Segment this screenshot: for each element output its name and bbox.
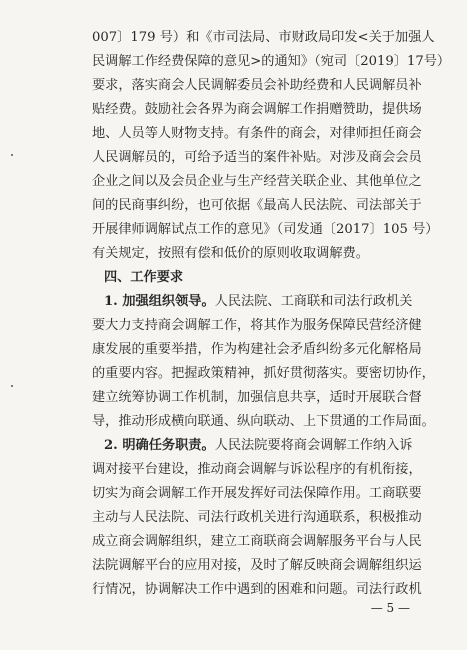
body-line: 导，推动形成横向联通、纵向联动、上下贯通的工作局面。: [92, 414, 435, 429]
body-line: 企业之间以及会员企业与生产经营关联企业、其他单位之: [92, 174, 422, 189]
body-line: 建立统筹协调工作机制，加强信息共享，适时开展联合督: [92, 390, 422, 405]
body-line: 007〕179 号）和《市司法局、市财政局印发<关于加强人: [92, 30, 435, 45]
scan-speck: [11, 154, 13, 156]
body-line: 民调解工作经费保障的意见>的通知》（宛司〔2019〕17号）: [92, 54, 451, 69]
body-line: 开展律师调解试点工作的意见》（司发通〔2017〕105 号）: [92, 222, 439, 237]
page-number: — 5 —: [370, 601, 410, 615]
body-line: 人民调解员的，可给予适当的案件补贴。对涉及商会会员: [92, 150, 422, 165]
body-line: 切实为商会调解工作开展发挥好司法保障作用。工商联要: [92, 486, 422, 501]
body-line: 要求，落实商会人民调解委员会补助经费和人民调解员补: [92, 78, 422, 93]
body-line: 地、人员等人财物支持。有条件的商会，对律师担任商会: [92, 126, 422, 141]
body-line: 贴经费。鼓励社会各界为商会调解工作捐赠赞助，提供场: [92, 102, 422, 117]
body-line: 的重要内容。把握政策精神，抓好贯彻落实。要密切协作，: [92, 366, 435, 381]
section-heading: 四、工作要求: [104, 270, 184, 285]
item-2-first-line: [104, 436, 413, 456]
body-line: 成立商会调解组织，建立工商联商会调解服务平台与人民: [92, 534, 422, 549]
body-line: 间的民商事纠纷，也可依据《最高人民法院、司法部关于: [92, 198, 422, 213]
item-2-first-rest: 人民法院要将商会调解工作纳入诉: [214, 438, 413, 453]
item-1-first-rest: 人民法院、工商联和司法行政机关: [214, 294, 413, 309]
item-2-title: 2. 明确任务职责。: [104, 438, 215, 453]
body-line: 调对接平台建设，推动商会调解与诉讼程序的有机衔接，: [92, 462, 422, 477]
body-line: 主动与人民法院、司法行政机关进行沟通联系，积极推动: [92, 510, 422, 525]
body-line: 有关规定，按照有偿和低价的原则收取调解费。: [92, 246, 369, 261]
body-line: 行情况，协调解决工作中遇到的困难和问题。司法行政机: [92, 582, 422, 597]
item-1-first-line: [104, 292, 413, 312]
body-line: 法院调解平台的应用对接，及时了解反映商会调解组织运: [92, 558, 422, 573]
scan-speck: [11, 385, 13, 387]
body-line: 康发展的重要举措，作为构建社会矛盾纠纷多元化解格局: [92, 342, 422, 357]
body-line: 要大力支持商会调解工作，将其作为服务保障民营经济健: [92, 318, 422, 333]
item-1-title: 1. 加强组织领导。: [104, 294, 215, 309]
